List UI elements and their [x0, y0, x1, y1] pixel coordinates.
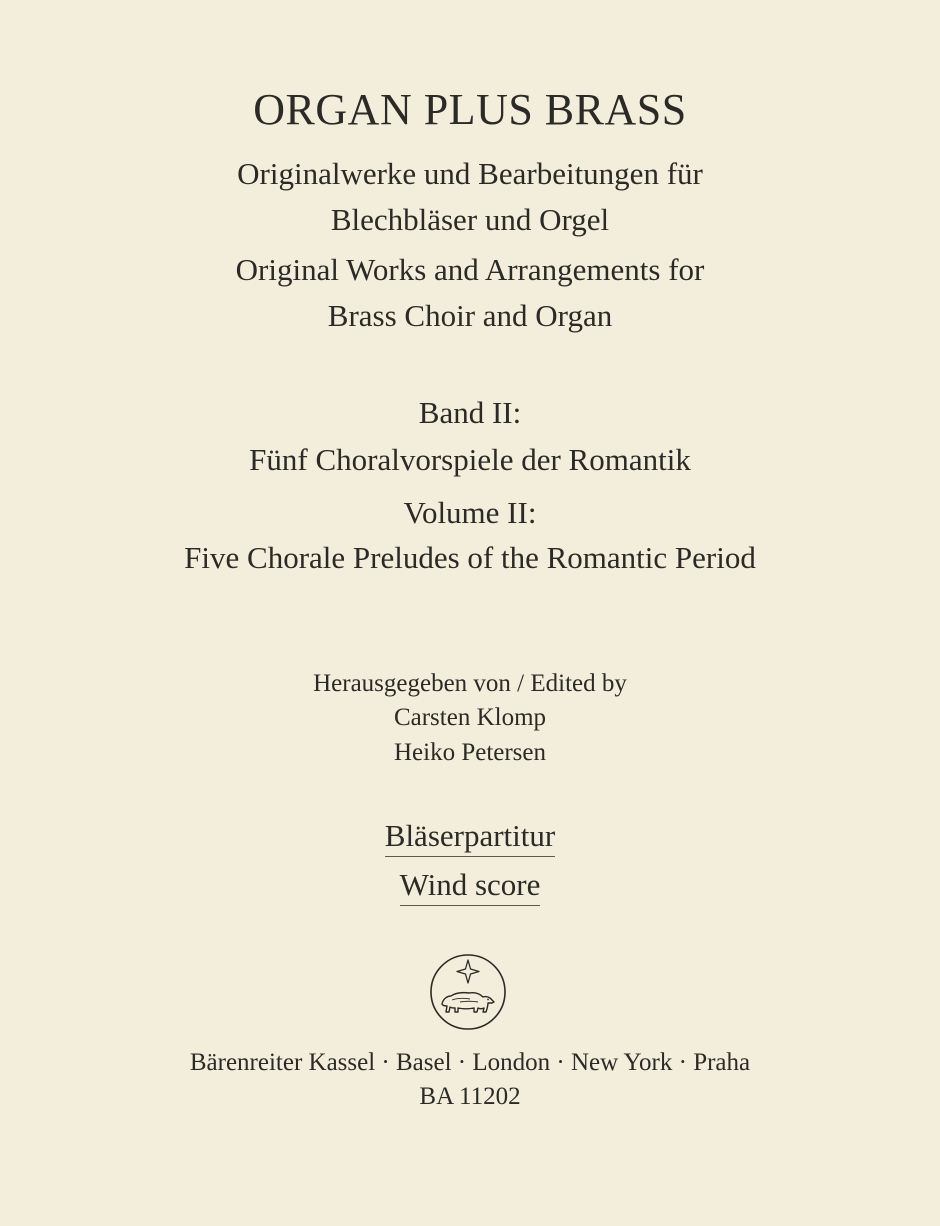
subtitle-english-line-1: Original Works and Arrangements for [235, 252, 705, 287]
editor-name: Heiko Petersen [393, 739, 547, 766]
editor-name: Carsten Klomp [393, 704, 547, 731]
score-type-german-text: Bläserpartitur [385, 818, 555, 857]
publisher-bear-logo-icon [428, 952, 508, 1032]
score-type-german [0, 818, 940, 857]
edited-by-label: Herausgegeben von / Edited by [313, 670, 627, 697]
volume-label-english: Volume II: [403, 495, 537, 530]
volume-label-german: Band II: [418, 395, 522, 430]
publisher-line: Bärenreiter Kassel · Basel · London · New York · Praha [189, 1049, 751, 1076]
subtitle-english-line-2: Brass Choir and Organ [327, 298, 613, 333]
subtitle-german-line-2: Blechbläser und Orgel [330, 202, 610, 237]
volume-title-english: Five Chorale Preludes of the Romantic Period [184, 540, 756, 575]
catalog-number: BA 11202 [419, 1083, 521, 1110]
score-type-english-text: Wind score [400, 867, 541, 906]
score-type-english [0, 867, 940, 906]
main-title: ORGAN PLUS BRASS [253, 85, 687, 134]
subtitle-german-line-1: Originalwerke und Bearbeitungen für [237, 156, 703, 191]
volume-title-german: Fünf Choralvorspiele der Romantik [249, 442, 691, 477]
